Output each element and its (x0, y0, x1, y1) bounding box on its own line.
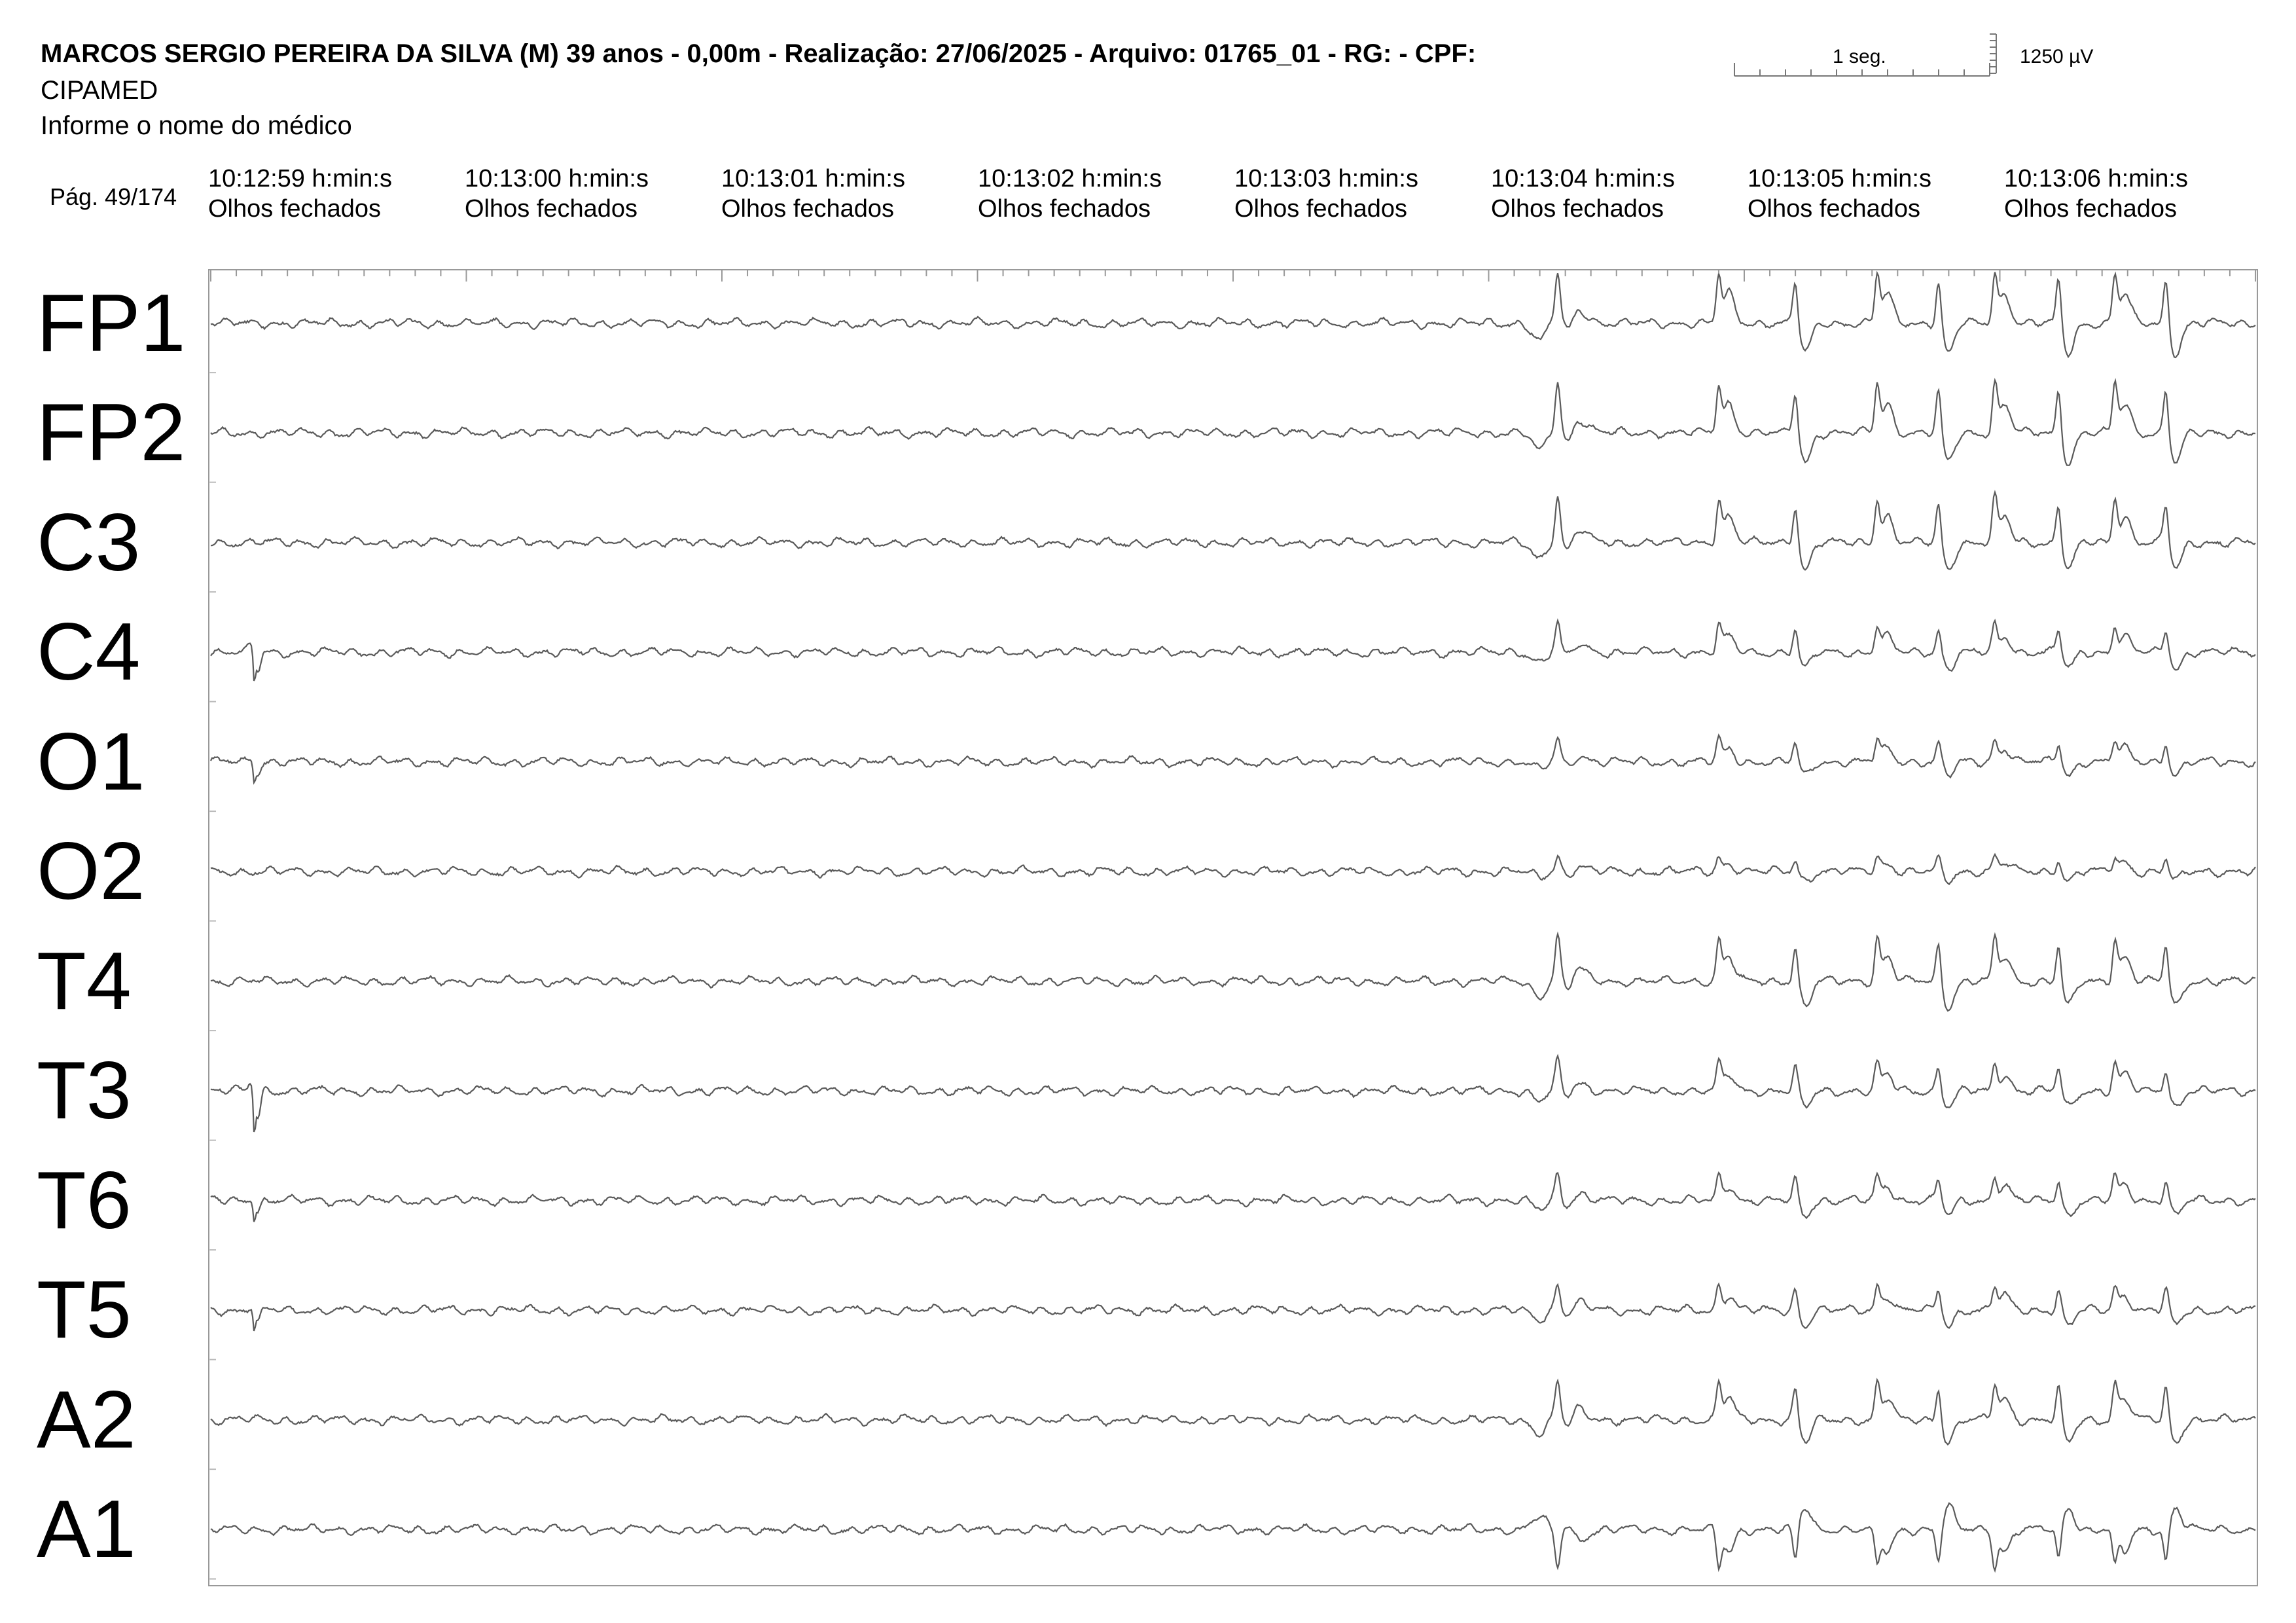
timestamp-state: Olhos fechados (1748, 195, 1921, 223)
timestamp-state: Olhos fechados (465, 195, 638, 223)
page-number: Pág. 49/174 (50, 183, 177, 210)
doctor-name: Informe o nome do médico (41, 111, 352, 140)
trace-fp2 (211, 380, 2255, 465)
amplitude-scale-label: 1250 µV (2020, 46, 2094, 67)
channel-label: T4 (37, 936, 132, 1027)
channel-label: FP2 (37, 388, 186, 479)
plot-frame (209, 270, 2257, 1586)
timestamp-time: 10:13:05 h:min:s (1748, 165, 1931, 192)
calibration-scale (1734, 34, 1996, 76)
trace-a2 (211, 1380, 2255, 1445)
channel-label: C4 (37, 607, 141, 698)
timestamp-state: Olhos fechados (2004, 195, 2178, 223)
time-ticks (211, 270, 2255, 282)
timestamp-time: 10:13:01 h:min:s (721, 165, 905, 192)
channel-label: A2 (37, 1374, 136, 1465)
timestamp-time: 10:13:02 h:min:s (978, 165, 1162, 192)
timestamp-state: Olhos fechados (978, 195, 1151, 223)
trace-a1 (211, 1503, 2255, 1571)
trace-t6 (211, 1173, 2255, 1222)
channel-label: T3 (37, 1046, 132, 1137)
channel-label: O2 (37, 826, 145, 917)
trace-o2 (211, 854, 2255, 884)
timestamp-state: Olhos fechados (721, 195, 895, 223)
channel-label: T6 (37, 1155, 132, 1246)
trace-c4 (211, 621, 2255, 681)
channel-label: FP1 (37, 278, 186, 369)
channel-label: C3 (37, 497, 141, 588)
channel-label: O1 (37, 716, 145, 807)
trace-o1 (211, 735, 2255, 782)
timestamp-time: 10:13:06 h:min:s (2004, 165, 2188, 192)
eeg-traces (209, 272, 2255, 1579)
trace-t5 (211, 1284, 2255, 1331)
trace-c3 (211, 492, 2255, 570)
timestamp-time: 10:13:00 h:min:s (465, 165, 649, 192)
patient-header: MARCOS SERGIO PEREIRA DA SILVA (M) 39 anos - 0,00m - Realização: 27/06/2025 - Arquivo: 01765_01 - RG: - CPF: (41, 39, 1477, 68)
timestamp-state: Olhos fechados (208, 195, 382, 223)
timestamp-time: 10:12:59 h:min:s (208, 165, 392, 192)
clinic-name: CIPAMED (41, 76, 158, 105)
time-scale-label: 1 seg. (1833, 46, 1886, 67)
timestamp-time: 10:13:04 h:min:s (1491, 165, 1675, 192)
timestamp-state: Olhos fechados (1491, 195, 1664, 223)
timestamp-state: Olhos fechados (1234, 195, 1408, 223)
channel-label: T5 (37, 1265, 132, 1356)
channel-label: A1 (37, 1484, 136, 1575)
trace-t3 (211, 1056, 2255, 1132)
trace-fp1 (211, 272, 2255, 357)
timestamp-time: 10:13:03 h:min:s (1234, 165, 1418, 192)
trace-t4 (211, 934, 2255, 1011)
